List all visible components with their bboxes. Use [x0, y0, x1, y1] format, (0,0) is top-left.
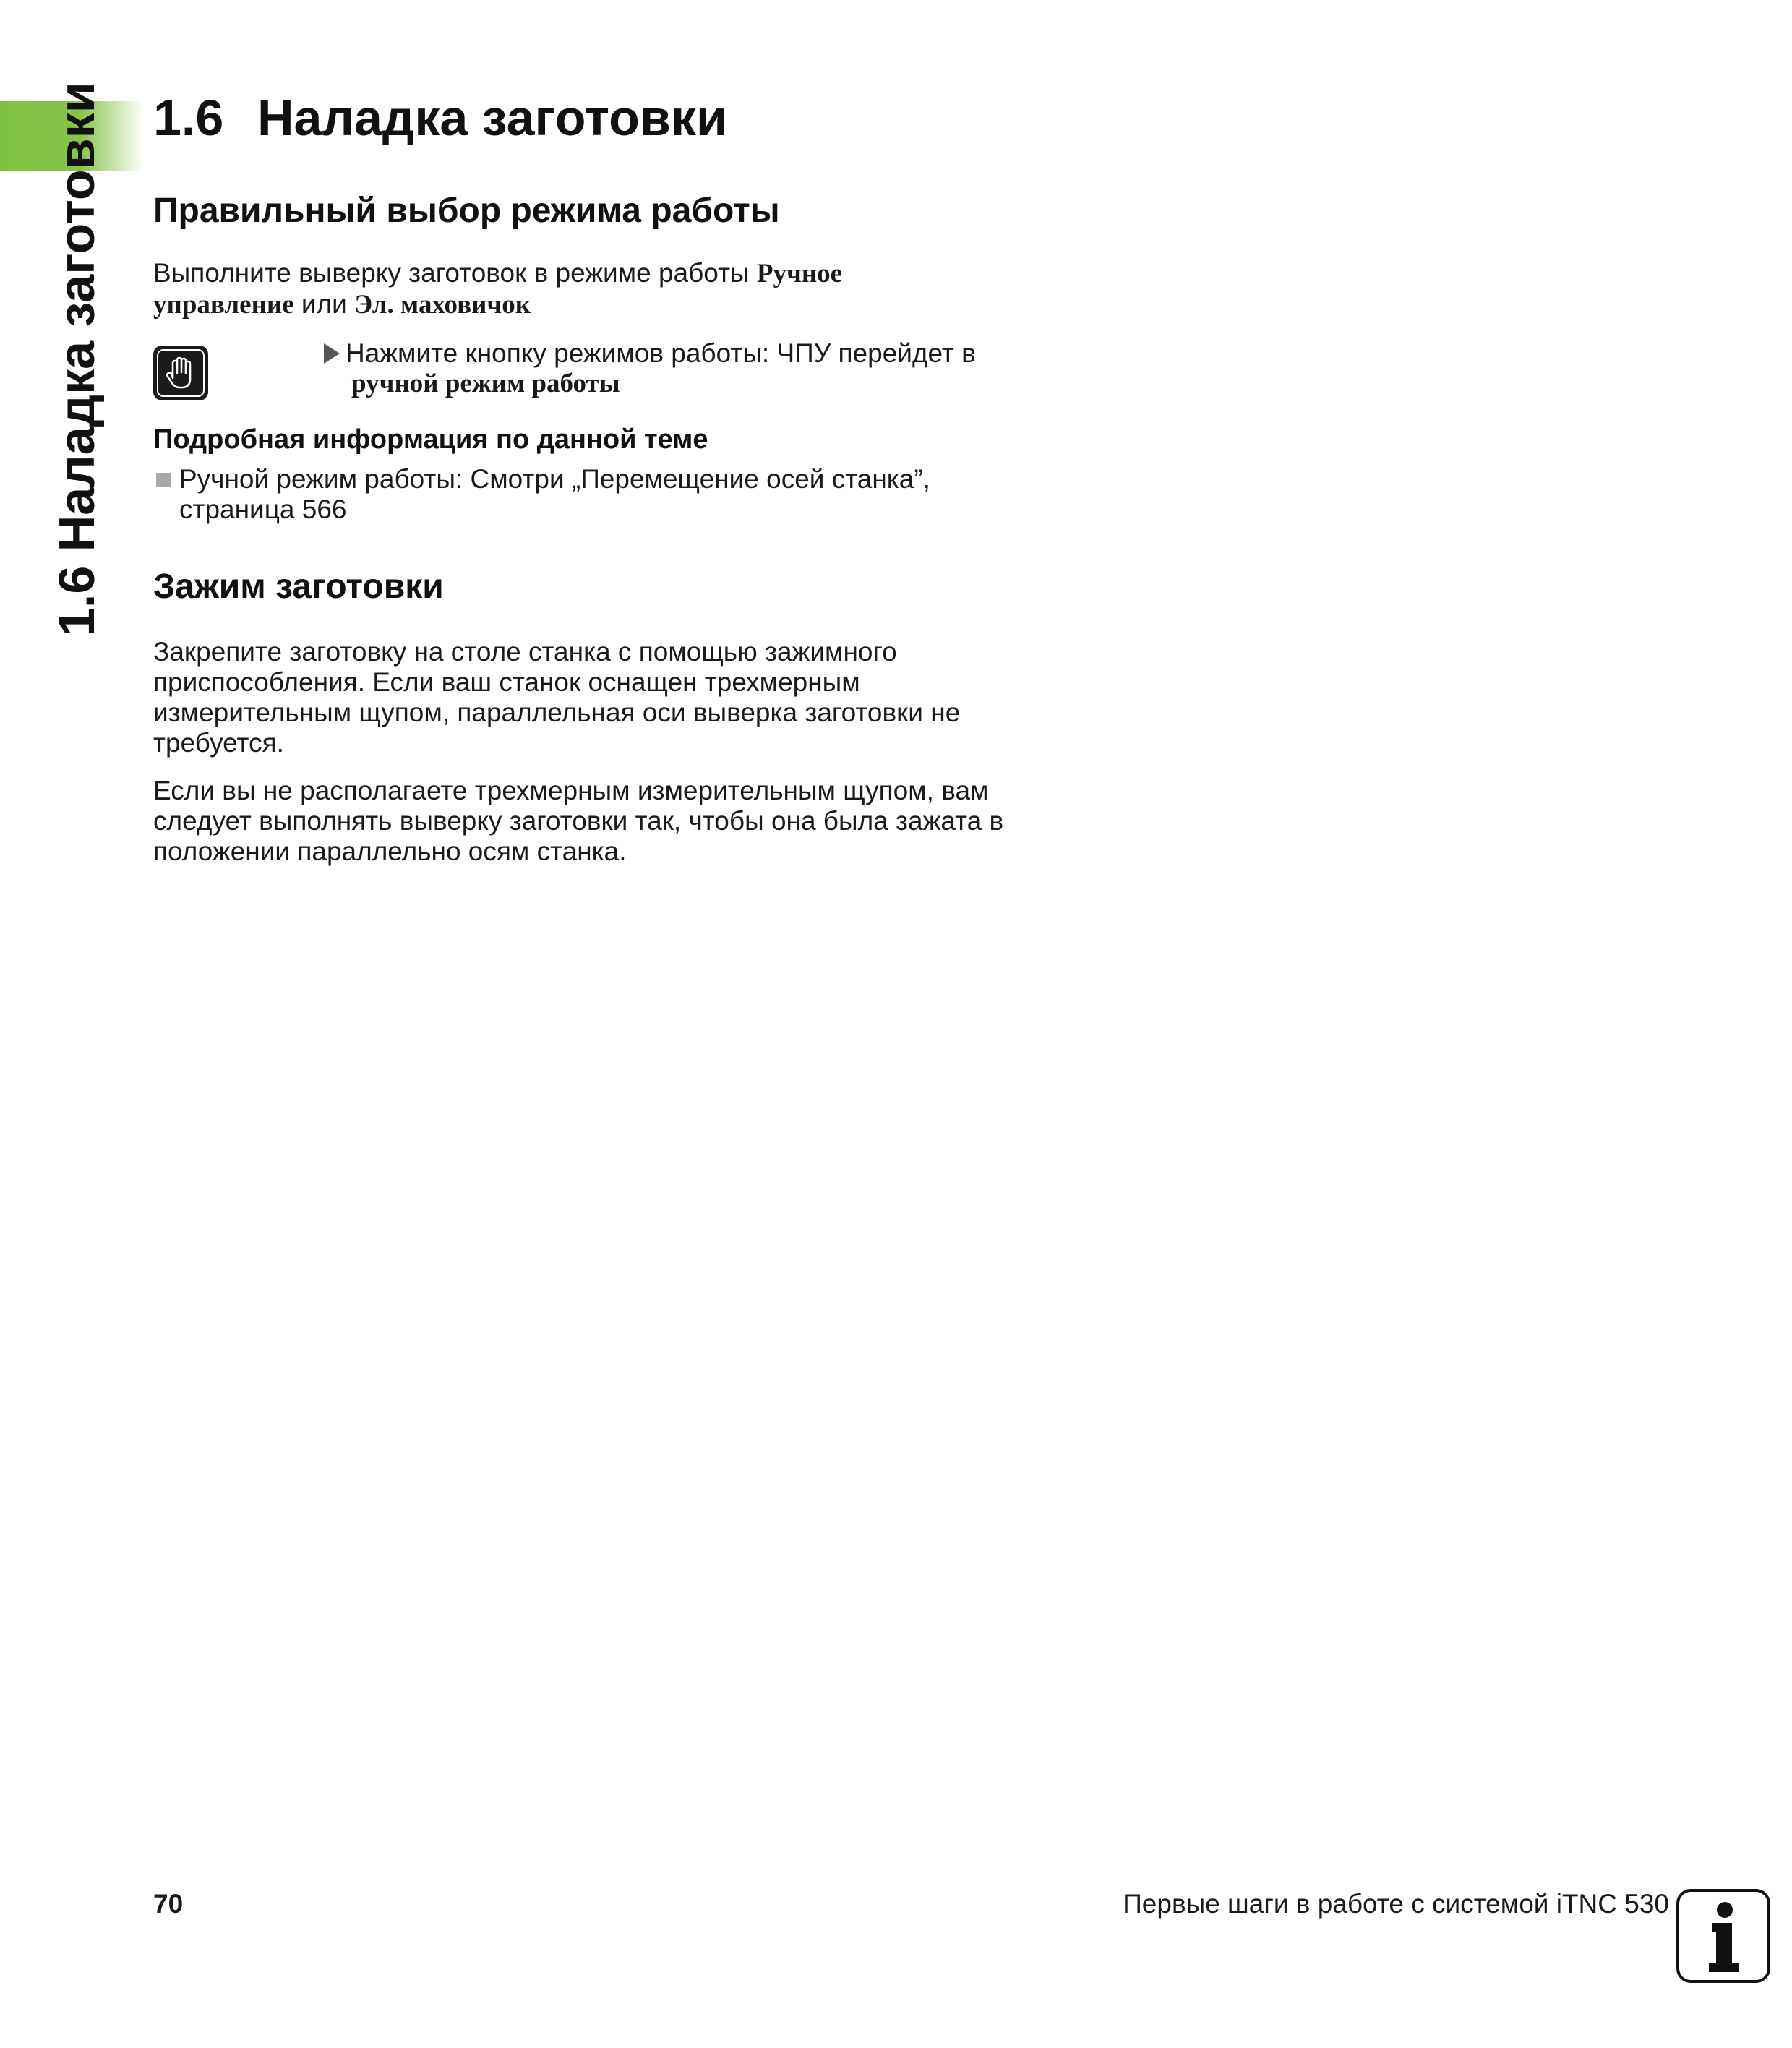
- step-arrow-icon: [324, 343, 340, 364]
- clamping-paragraph-1: [153, 637, 1006, 758]
- mode-name-handwheel: Эл. маховичок: [354, 290, 531, 320]
- clamping-text-1: Закрепите заготовку на столе станка с помощью зажимного приспособления. Если ваш станок оснащен трехмерным измерительным щупом, параллельная оси выверка заготовки не требуется.: [153, 637, 961, 758]
- step-text: Нажмите кнопку режимов работы: ЧПУ перейдет в: [346, 338, 976, 368]
- section-number: 1.6: [153, 90, 224, 146]
- page-number: 70: [153, 1889, 184, 1919]
- step-instruction: [324, 338, 1018, 399]
- section-title: Наладка заготовки: [257, 90, 727, 146]
- clamping-text-2: Если вы не располагаете трехмерным измерительным щупом, вам следует выполнять выверку заготовки так, чтобы она была зажата в положении параллельно осям станка.: [153, 776, 1004, 866]
- hand-icon: [153, 346, 208, 400]
- footer-title: Первые шаги в работе с системой iTNC 530: [1123, 1889, 1669, 1919]
- bullet-square-icon: [156, 473, 171, 487]
- intro-paragraph: [153, 258, 876, 320]
- more-info-item-text: Ручной режим работы: Смотри „Перемещение осей станка”, страница 566: [179, 464, 930, 524]
- subsection-title-mode: Правильный выбор режима работы: [153, 192, 780, 230]
- intro-conjunction: или: [293, 289, 355, 319]
- page-title: [153, 85, 727, 150]
- more-info-title: Подробная информация по данной теме: [153, 424, 708, 455]
- more-info-list-item: [153, 464, 1006, 525]
- subsection-title-clamping: Зажим заготовки: [153, 567, 444, 606]
- intro-text: Выполните выверку заготовок в режиме работы: [153, 258, 757, 288]
- side-chapter-title: 1.6 Наладка заготовки: [48, 82, 105, 636]
- info-icon: [1676, 1888, 1771, 1984]
- step-mode-name: ручной режим работы: [351, 369, 620, 398]
- mode-name-manual: Ручное управление: [153, 259, 843, 320]
- clamping-paragraph-2: [153, 776, 1006, 867]
